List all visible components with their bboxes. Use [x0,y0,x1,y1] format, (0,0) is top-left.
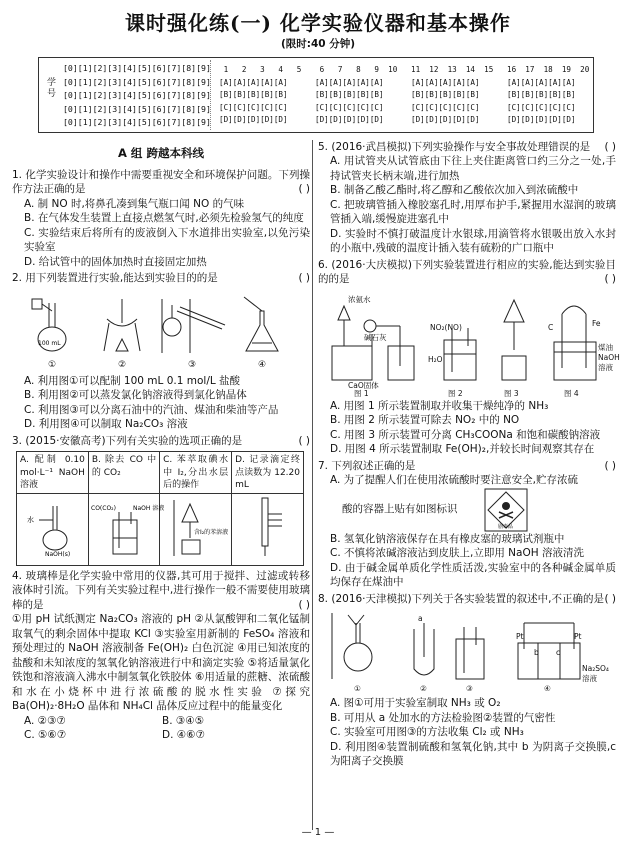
option-d: D. 用图 4 所示装置制取 Fe(OH)₂,并较长时间观察其存在 [330,443,595,456]
electrolytic-cell-icon [518,623,580,679]
option-a: A. 用图 1 所示装置制取并收集干燥纯净的 NH₃ [330,399,549,412]
separatory-funnel-icon [160,494,230,560]
option-a-line1: A. 为了提醒人们在使用浓硫酸时要注意安全,贮存浓硫 [330,474,579,487]
option-c: C. 实验室可用图③的方法收集 Cl₂ 或 NH₃ [330,726,524,739]
option-c: C. 把玻璃管插入橡胶塞孔时,用厚布护手,紧握用水湿润的玻璃管插入端,缓慢旋进塞孔中 [330,198,616,226]
answer-row[interactable]: [C][C][C][C][C] [219,102,288,112]
option-b: B. 可用从 a 处加水的方法检验图②装置的气密性 [330,711,556,724]
fig-label-3: ③ [466,684,473,694]
option-d: D. 利用图④装置制硫酸和氢氧化钠,其中 b 为阴离子交换膜,c 为阳离子交换膜 [330,740,616,768]
question-numbers: 1 2 3 4 5 [219,65,302,74]
solution-label: 溶液 [582,674,597,684]
q3-options-table [16,451,304,566]
q6-apparatus-figure [318,290,620,398]
answer-group-6-10 [315,64,397,127]
erlenmeyer-flask-icon [244,297,278,351]
answer-group-16-20 [507,64,589,127]
answer-row[interactable]: [A][A][A][A][A] [507,77,576,87]
fig-1-label: 图 1 [354,388,369,398]
answer-row[interactable]: [D][D][D][D][D] [507,115,576,125]
option-d: D. ④⑥⑦ [162,729,205,742]
q4-body: ①用 pH 试纸测定 Na₂CO₃ 溶液的 pH ②从氯酸钾和二氧化锰制取氧气的剩余固体中提取 KCl ③实验室用新制的 FeSO₄ 溶液和预处理过的 NaOH 溶液制备 Fe(OH)₂ 白色沉淀 ④用已知浓度的盐酸和未知浓度的氢氧化钠溶液进行中和滴定实验 ⑤将适量氯化铁饱和溶液滴入沸水中制氢氧化铁胶体 ⑥用适量的蔗糖、浓硫酸和水在小烧杯中进行浓硫酸的脱水性实验 ⑦探究 Ba(OH)₂·8H₂O 晶体和 NH₄Cl 晶体反应过程中的能量变化 [12,613,310,713]
page-title: 课时强化练(一) 化学实验仪器和基本操作 [125,11,511,35]
u-tube-icon [414,623,434,675]
option-a: A. 用试管夹从试管底由下往上夹住距离管口约三分之一处,手持试管夹长柄末端,进行加热 [330,155,616,182]
option-d: D. 给试管中的固体加热时直接固定加热 [24,255,207,268]
answer-row[interactable]: [B][B][B][B][B] [315,90,384,100]
fig-label-2: ② [420,684,427,694]
soda-lime-label: 碱石灰 [364,332,387,342]
option-a-line2: 酸的容器上贴有如图标识 [342,502,458,515]
time-limit: (限时:40 分钟) [280,38,356,50]
answer-paren: ( ) [298,272,310,285]
digit-row[interactable]: [0][1][2][3][4][5][6][7][8][9] [63,117,211,127]
question-2 [12,271,310,431]
q2-figures [12,289,310,371]
pt-electrode-right-label: Pt [574,632,582,642]
digit-row[interactable]: [0][1][2][3][4][5][6][7][8][9] [63,90,211,100]
digit-row[interactable]: [0][1][2][3][4][5][6][7][8][9] [63,63,211,73]
option-b: B. 氢氧化钠溶液保存在具有橡皮塞的玻璃试剂瓶中 [330,532,565,545]
q3-pic-d [232,494,304,565]
q6-figures [318,290,620,398]
membrane-c-label: c [556,648,561,658]
question-stem: 6. (2016·大庆模拟)下列实验装置进行相应的实验,能达到实验目的的是 [318,258,616,286]
fig-2-label: 图 2 [448,388,463,398]
q3-cell-b: B. 除去 CO 中的 CO₂ [88,452,159,494]
q3-pic-a [17,494,89,565]
fig-label-4: ④ [258,359,267,370]
naoh-solid-label: NaOH(s) [45,551,71,559]
question-stem: 7. 下列叙述正确的是 [318,459,416,472]
answer-paren: ( ) [298,434,310,447]
gas-washing-icon [444,328,476,380]
gas-washing-bottle-icon [89,494,165,560]
answer-row[interactable]: [A][A][A][A][A] [411,77,480,87]
question-stem: 2. 用下列装置进行实验,能达到实验目的的是 [12,272,218,285]
option-b: B. 制备乙酸乙酯时,将乙醇和乙酸依次加入到浓硫酸中 [330,184,579,197]
q3-pic-b [88,494,165,565]
option-c: C. 用图 3 所示装置可分离 CH₃COONa 和饱和碳酸钠溶液 [330,428,601,441]
digit-row[interactable]: [0][1][2][3][4][5][6][7][8][9] [63,76,211,87]
student-id-digits [63,62,211,130]
toxic-label: 剧毒品 [498,523,514,530]
option-b: B. 利用图②可以蒸发氯化钠溶液得到氯化钠晶体 [24,389,247,402]
toxic-hazard-sign-icon [484,488,528,532]
q8-figures [318,609,616,693]
burette-icon [232,494,302,560]
question-3 [12,434,310,566]
question-stem: 8. (2016·天津模拟)下列关于各实验装置的叙述中,不正确的是 [318,592,604,605]
question-numbers: 11 12 13 14 15 [411,65,494,74]
iron-electrode-label: Fe [592,318,601,328]
round-flask-icon [332,613,372,679]
answer-row[interactable]: [C][C][C][C][C] [315,102,384,112]
inlet-a-label: a [418,614,423,624]
option-a: A. 制 NO 时,将鼻孔凑到集气瓶口闻 NO 的气味 [24,197,245,210]
solution-label: 溶液 [598,362,613,372]
evaporating-dish-icon [104,299,140,351]
answer-row[interactable]: [D][D][D][D][D] [411,115,480,125]
fig-label-1: ① [48,359,57,370]
kerosene-label: 煤油 [598,342,613,352]
no2-no-label: NO₂(NO) [430,322,462,332]
q3-cell-a: A. 配制 0.10 mol·L⁻¹ NaOH 溶液 [17,452,89,494]
answer-row[interactable]: [A][A][A][A][A] [219,77,288,87]
answer-row[interactable]: [B][B][B][B][B] [507,90,576,100]
fig-label-3: ③ [188,359,197,370]
naoh-label: NaOH [598,352,620,362]
answer-paren: ( ) [298,598,310,611]
iodine-benzene-label: 含I₂的苯溶液 [194,529,229,537]
question-numbers: 16 17 18 19 20 [507,65,590,74]
question-4 [12,569,310,743]
question-stem: 3. (2015·安徽高考)下列有关实验的选项正确的是 [12,434,243,447]
fig-3-label: 图 3 [504,388,519,398]
q3-cell-d: D. 记录滴定终点读数为 12.20 mL [232,452,304,494]
answer-row[interactable]: [C][C][C][C][C] [507,102,576,112]
answer-paren: ( ) [604,459,616,472]
answer-row[interactable]: [A][A][A][A][A] [315,77,384,87]
question-stem: 5. (2016·武昌模拟)下列实验操作与安全事故处理错误的是 [318,141,591,153]
answer-paren: ( ) [604,592,616,605]
fig-label-2: ② [118,359,127,370]
right-column [318,140,620,771]
question-1 [12,168,310,269]
option-c: C. 不慎将浓碱溶液沾到皮肤上,立即用 NaOH 溶液清洗 [330,547,584,560]
question-5 [318,140,616,256]
answer-sheet [38,57,594,133]
na2so4-label: Na₂SO₄ [582,664,609,674]
page-number: — 1 — [301,827,335,838]
left-column [12,140,310,745]
answer-row[interactable]: [D][D][D][D][D] [315,115,384,125]
question-7 [318,459,616,590]
fig-4-label: 图 4 [564,388,579,398]
option-d: D. 由于碱金属单质化学性质活泼,实验室中的各种碱金属单质均保存在煤油中 [330,561,616,589]
flask-volume-label: 100 mL [38,339,61,347]
water-label: H₂O [428,354,443,364]
membrane-b-label: b [534,648,539,658]
gas-collection-bottle-icon [456,627,484,679]
option-d: D. 实验时不慎打破温度计水银球,用滴管将水银吸出放入水封的小瓶中,残破的温度计插入装有硫粉的广口瓶中 [330,227,616,255]
option-c: C. ⑤⑥⑦ [24,729,67,742]
q8-apparatus-figure [318,609,616,693]
option-a: A. ②③⑦ [24,714,66,727]
answer-row[interactable]: [D][D][D][D][D] [219,115,288,125]
student-id-label: 学号 [47,78,57,99]
question-stem: 1. 化学实验设计和操作中需要重视安全和环境保护问题。下列操作方法正确的是 [12,168,310,196]
electrolysis-cell-icon [554,306,596,380]
column-divider [312,140,313,830]
question-6 [318,258,620,457]
distillation-apparatus-icon [162,299,225,353]
naoh-solution-label: NaOH 溶液 [132,505,165,513]
ammonia-generator-icon [332,306,414,380]
answer-row[interactable]: [B][B][B][B][B] [219,90,288,100]
answer-row[interactable]: [C][C][C][C][C] [411,102,480,112]
conc-ammonia-label: 浓氨水 [348,294,371,304]
carbon-electrode-label: C [548,322,554,332]
answer-group-1-5 [219,64,301,127]
q3-pic-c [160,494,232,565]
option-a: A. 利用图①可以配制 100 mL 0.1 mol/L 盐酸 [24,374,241,387]
separatory-funnel-icon [502,300,526,380]
option-c: C. 利用图③可以分离石油中的汽油、煤油和柴油等产品 [24,403,279,416]
answer-row[interactable]: [B][B][B][B][B] [411,90,480,100]
answer-paren: ( ) [298,183,310,196]
student-id-grid [43,60,211,130]
question-8 [318,592,616,769]
option-c: C. 实验结束后将所有的废液倒入下水道排出实验室,以免污染实验室 [24,226,310,254]
question-numbers: 6 7 8 9 10 [315,65,398,74]
option-b: B. 用图 2 所示装置可除去 NO₂ 中的 NO [330,414,520,427]
water-label: 水 [27,516,34,525]
cao-solid-label: CaO固体 [348,380,379,390]
answer-group-11-15 [411,64,493,127]
pt-electrode-left-label: Pt [516,632,524,642]
fig-label-4: ④ [544,684,551,694]
question-stem: 4. 玻璃棒是化学实验中常用的仪器,其可用于搅拌、过滤或转移液体时引流。下列有关实验过程中,进行操作一般不需要使用玻璃棒的是 [12,569,310,611]
option-b: B. 在气体发生装置上直接点燃氢气时,必须先检验氢气的纯度 [24,212,304,225]
answer-paren: ( ) [604,273,616,286]
option-b: B. ③④⑤ [162,714,205,727]
volumetric-flask-icon [17,494,87,560]
digit-row[interactable]: [0][1][2][3][4][5][6][7][8][9] [63,103,211,114]
option-d: D. 利用图④可以制取 Na₂CO₃ 溶液 [24,418,188,431]
q3-cell-c: C. 苯萃取碘水中 I₂,分出水层后的操作 [160,452,232,494]
fig-label-1: ① [354,684,361,694]
section-title: A 组 跨越本科线 [118,146,204,160]
q2-apparatus-figure [12,289,310,371]
answer-paren: ( ) [604,141,616,153]
option-a: A. 图①可用于实验室制取 NH₃ 或 O₂ [330,697,501,710]
co-co2-label: CO(CO₂) [90,505,116,513]
